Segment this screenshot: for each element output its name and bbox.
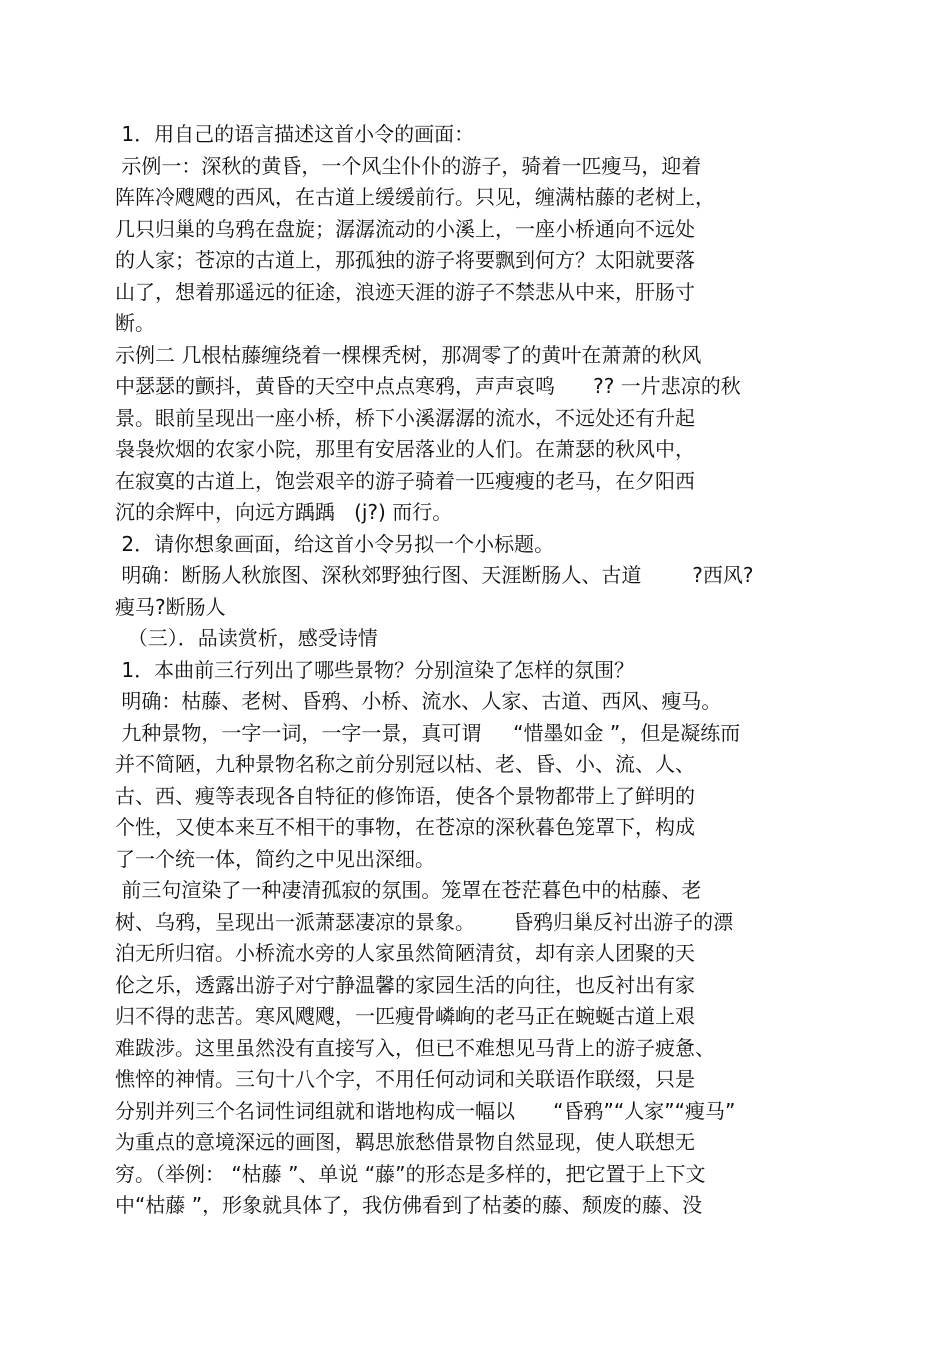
text-line: 袅袅炊烟的农家小院，那里有安居落业的人们。在萧瑟的秋风中， <box>115 437 695 461</box>
text-line: 古、西、瘦等表现各自特征的修饰语，使各个景物都带上了鲜明的 <box>115 783 695 808</box>
text-line: 中“枯藤 ”，形象就具体了，我仿佛看到了枯萎的藤、颓废的藤、没 <box>115 1193 703 1217</box>
text-line: 山了，想着那遥远的征途，浪迹天涯的游子不禁悲从中来，肝肠寸 <box>115 279 695 304</box>
document-body <box>115 119 815 1222</box>
text-line: 中瑟瑟的颤抖，黄昏的天空中点点寒鸦，声声哀鸣 ?? 一片悲凉的秋 <box>115 374 741 398</box>
text-line: 1．用自己的语言描述这首小令的画面： <box>115 122 475 146</box>
text-line: 沉的余辉中，向远方踽踽 (j?) 而行。 <box>115 500 453 524</box>
text-line: 难跋涉。这里虽然没有直接写入，但已不难想见马背上的游子疲惫、 <box>115 1035 715 1060</box>
text-line: 为重点的意境深远的画图，羁思旅愁借景物自然显现，使人联想无 <box>115 1130 695 1154</box>
text-line: 瘦马?断肠人 <box>115 594 226 619</box>
text-line: 景。眼前呈现出一座小桥，桥下小溪潺潺的流水，不远处还有升起 <box>115 405 695 430</box>
text-line: 分别并列三个名词性词组就和谐地构成一幅以 “昏鸦”“人家”“瘦马” <box>115 1098 736 1123</box>
text-line: 个性，又使本来互不相干的事物，在苍凉的深秋暮色笼罩下，构成 <box>115 815 695 839</box>
text-line: 泊无所归宿。小桥流水旁的人家虽然简陋清贫，却有亲人团聚的天 <box>115 941 695 965</box>
text-line: 并不简陋，九种景物名称之前分别冠以枯、老、昏、小、流、人、 <box>115 752 695 776</box>
text-line: 示例一：深秋的黄昏，一个风尘仆仆的游子，骑着一匹瘦马，迎着 <box>115 153 702 178</box>
text-line: 树、乌鸦，呈现出一派萧瑟凄凉的景象。 昏鸦归巢反衬出游子的漂 <box>115 909 734 934</box>
text-line: 的人家；苍凉的古道上，那孤独的游子将要飘到何方？太阳就要落 <box>115 248 695 272</box>
text-line: 前三句渲染了一种凄清孤寂的氛围。笼罩在苍茫暮色中的枯藤、老 <box>115 878 702 902</box>
text-line: 2．请你想象画面，给这首小令另拟一个小标题。 <box>115 531 555 556</box>
text-line: 阵阵冷飕飕的西风，在古道上缓缓前行。只见，缠满枯藤的老树上， <box>115 185 715 209</box>
text-line: 穷。（举例： “枯藤 ”、单说 “藤”的形态是多样的，把它置于上下文 <box>115 1161 706 1186</box>
text-line: 1．本曲前三行列出了哪些景物？分别渲染了怎样的氛围？ <box>115 657 635 682</box>
text-line: 伦之乐，透露出游子对宁静温馨的家园生活的向往，也反衬出有家 <box>115 972 695 997</box>
text-line: 明确：断肠人秋旅图、深秋郊野独行图、天涯断肠人、古道 ?西风? <box>115 563 754 587</box>
text-line: 示例二 几根枯藤缠绕着一棵棵秃树，那凋零了的黄叶在萧萧的秋风 <box>115 342 702 367</box>
text-line: （三）．品读赏析，感受诗情 <box>115 626 378 650</box>
text-line: 了一个统一体，简约之中见出深细。 <box>115 846 435 871</box>
text-line: 憔悴的神情。三句十八个字，不用任何动词和关联语作联缀，只是 <box>115 1067 695 1091</box>
text-line: 在寂寞的古道上，饱尝艰辛的游子骑着一匹瘦瘦的老马，在夕阳西 <box>115 468 695 493</box>
text-line: 明确：枯藤、老树、昏鸦、小桥、流水、人家、古道、西风、瘦马。 <box>115 689 722 713</box>
text-line: 九种景物，一字一词，一字一景，真可谓 “惜墨如金 ”，但是凝练而 <box>115 720 741 745</box>
text-line: 几只归巢的乌鸦在盘旋；潺潺流动的小溪上，一座小桥通向不远处 <box>115 216 695 241</box>
text-line: 归不得的悲苦。寒风飕飕，一匹瘦骨嶙峋的老马正在蜿蜒古道上艰 <box>115 1004 695 1028</box>
text-line: 断。 <box>115 311 155 335</box>
